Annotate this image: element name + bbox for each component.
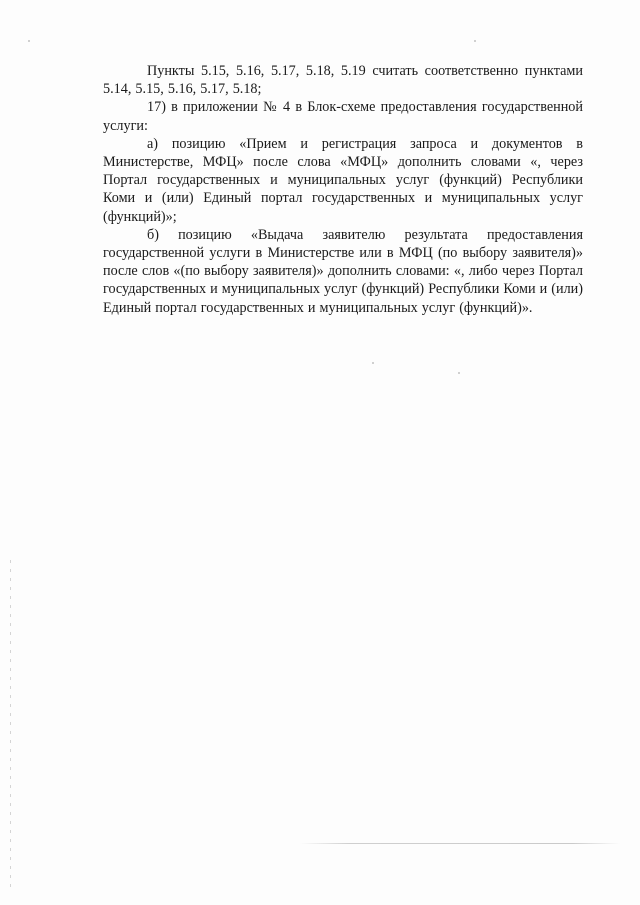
scan-speck bbox=[28, 40, 30, 42]
scan-speck bbox=[372, 362, 374, 364]
paragraph-renumber-points: Пункты 5.15, 5.16, 5.17, 5.18, 5.19 считать соответственно пунктами 5.14, 5.15, 5.16, 5.17, 5.18; bbox=[103, 63, 583, 98]
scan-edge-artifact bbox=[300, 843, 620, 844]
scan-edge-artifact bbox=[10, 560, 11, 890]
paragraph-subitem-a: а) позицию «Прием и регистрация запроса и документов в Министерстве, МФЦ» после слова «МФЦ» дополнить словами «, через Портал государственных и муниципальных услуг (функций) Республики Коми и (или) Единый портал государственных и муниципальных услуг (функций)»; bbox=[103, 135, 583, 225]
paragraph-item-17: 17) в приложении № 4 в Блок-схеме предоставления государственной услуги: bbox=[103, 99, 583, 134]
document-body bbox=[103, 62, 583, 317]
scan-speck bbox=[458, 372, 460, 374]
scan-speck bbox=[474, 40, 476, 42]
paragraph-subitem-b: б) позицию «Выдача заявителю результата предоставления государственной услуги в Министерстве или в МФЦ (по выбору заявителя)» после слов «(по выбору заявителя)» дополнить словами: «, либо через Портал государственных и муниципальных услуг (функций) Республики Коми и (или) Единый портал государственных и муниципальных услуг (функций)». bbox=[103, 226, 583, 316]
